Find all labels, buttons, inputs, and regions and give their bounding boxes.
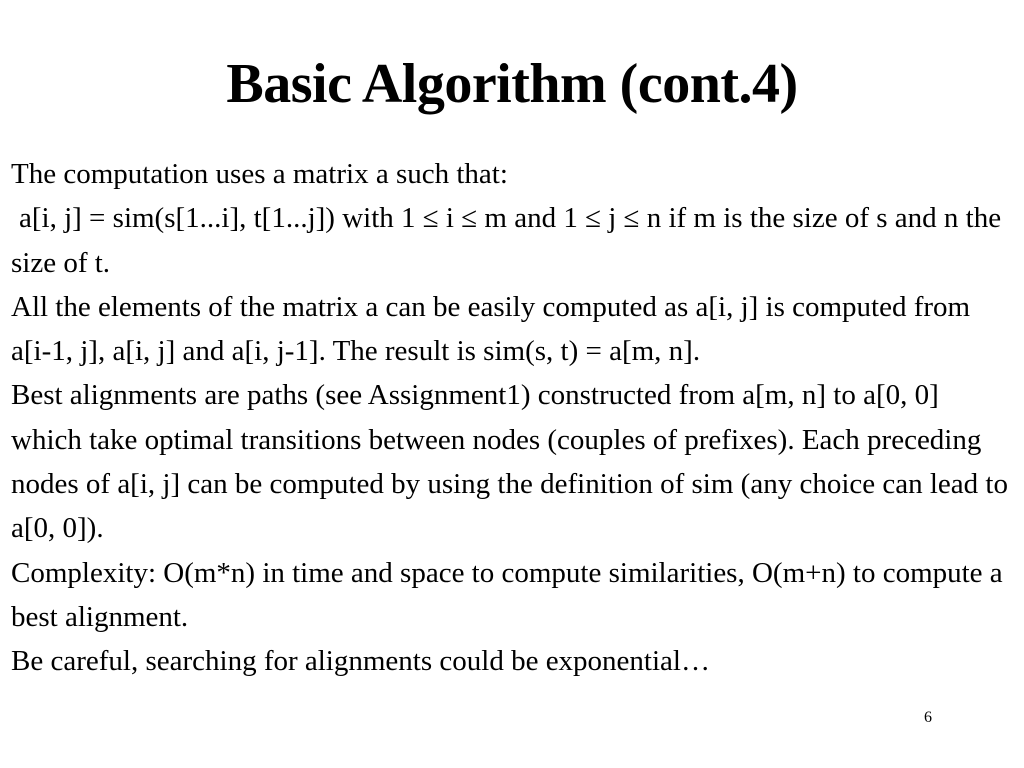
paragraph-matrix-computation: All the elements of the matrix a can be easily computed as a[i, j] is computed from a[i-1, j], a[i, j] and a[i, j-1]. The result is sim(s, t) = a[m, n]. (11, 290, 971, 368)
paragraph-warning: Be careful, searching for alignments could be exponential… (11, 645, 710, 678)
paragraph-matrix-intro: The computation uses a matrix a such that: (11, 158, 508, 190)
slide-title: Basic Algorithm (cont.4) (226, 53, 798, 115)
paragraph-complexity: Complexity: O(m*n) in time and space to compute similarities, O(m+n) to compute a best alignment. (11, 556, 1003, 633)
paragraph-best-alignments: Best alignments are paths (see Assignment1) constructed from a[m, n] to a[0, 0] which take optimal transitions between nodes (couples of prefixes). Each preceding nodes of a[i, j] can be computed by using the definition of sim (any choice can lead to a[0, 0]). (11, 379, 1008, 545)
page-number: 6 (924, 709, 932, 726)
paragraph-matrix-definition: a[i, j] = sim(s[1...i], t[1...j]) with 1 ≤ i ≤ m and 1 ≤ j ≤ n if m is the size of s and n the size of t. (11, 202, 1002, 279)
slide-body (11, 152, 1013, 684)
